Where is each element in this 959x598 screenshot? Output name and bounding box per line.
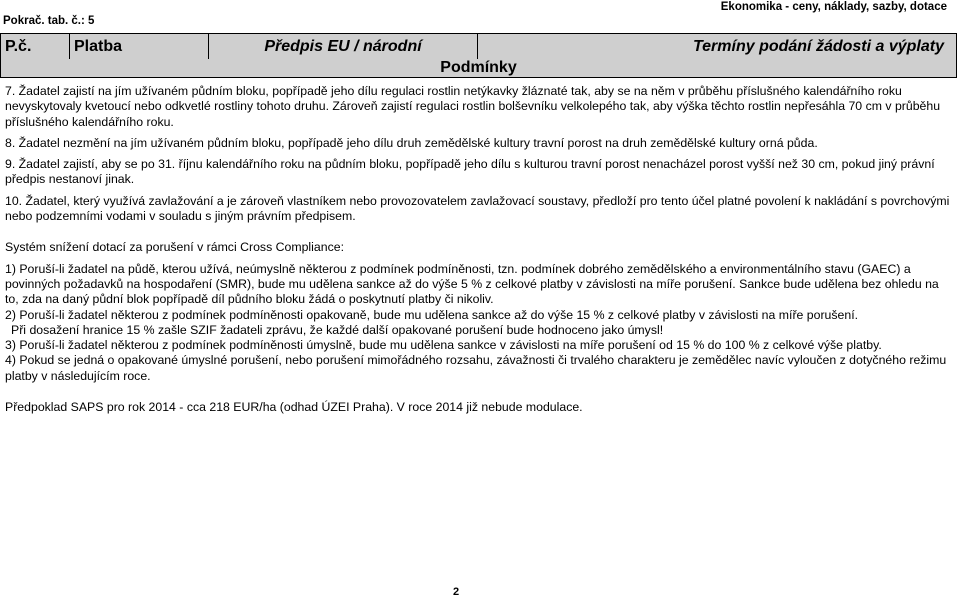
table-continuation-label: Pokrač. tab. č.: 5 [3, 15, 95, 27]
sanction-2-note: Při dosažení hranice 15 % zašle SZIF žadateli zprávu, že každé další opakované porušení bude hodnoceno jako úmysl! [11, 322, 664, 337]
saps-note: Předpoklad SAPS pro rok 2014 - cca 218 EUR/ha (odhad ÚZEI Praha). V roce 2014 již nebude modulace. [5, 400, 583, 415]
conditions-header: Podmínky [0, 59, 957, 78]
col-deadlines-header: Termíny podání žádosti a výplaty [478, 34, 957, 60]
sanction-system-title: Systém snížení dotací za porušení v rámci Cross Compliance: [5, 240, 344, 255]
page-number: 2 [453, 586, 460, 598]
condition-8: 8. Žadatel nezmění na jím užívaném půdním bloku, popřípadě jeho dílu druh zemědělské kultury travní porost na druh zemědělské kultury orná půda. [5, 135, 818, 150]
condition-10: 10. Žadatel, který využívá zavlažování a je zároveň vlastníkem nebo provozovatelem zavlažovací soustavy, předloží pro tento účel platné povolení k nakládání s povrchovými nebo podzemními vodami v souladu s jiným právním předpisem. [5, 193, 950, 224]
sanction-2: 2) Poruší-li žadatel některou z podmínek podmíněnosti opakovaně, bude mu udělena sankce až do výše 15 % z celkové platby v závislosti na míře porušení. [5, 307, 859, 322]
table-header [0, 33, 957, 60]
sanction-3: 3) Poruší-li žadatel některou z podmínek podmíněnosti úmyslně, bude mu udělena sankce v závislosti na míře porušení od 15 % do 100 % z celkové výše platby. [5, 338, 882, 353]
col-number-header: P.č. [1, 34, 70, 60]
sanction-1: 1) Poruší-li žadatel na půdě, kterou užívá, neúmyslně některou z podmínek podmíněnosti, tzn. podmínek dobrého zemědělského a environmentálního stavu (GAEC) a povinných požadavků na hospodaření (SMR), bude mu udělena sankce až do výše 5 % z celkové platby v závislosti na míře porušení. Sankce bude udělena bez ohledu na to, zda na daný půdní blok popřípadě díl půdního bloku žádá o poskytnutí platby či nikoliv. [5, 261, 939, 307]
conditions-body [5, 84, 950, 415]
col-payment-header: Platba [70, 34, 209, 60]
condition-9: 9. Žadatel zajistí, aby se po 31. říjnu kalendářního roku na půdním bloku, popřípadě jeho dílu s kulturou travní porost nenacházel porost vyšší než 30 cm, pokud jiný právní předpis nestanoví jinak. [5, 157, 935, 187]
document-topic-header: Ekonomika - ceny, náklady, sazby, dotace [720, 1, 947, 13]
col-regulation-header: Předpis EU / národní [209, 34, 478, 60]
condition-7: 7. Žadatel zajistí na jím užívaném půdním bloku, popřípadě jeho dílu regulaci rostlin netýkavky žláznaté tak, aby se na něm v průběhu příslušného kalendářního roku nevyskytovaly kvetoucí nebo odkvetlé rostliny tohoto druhu. Zároveň zajistí regulaci rostlin bolševníku velkolepého tak, aby výška těchto rostlin nepřesáhla 70 cm v průběhu příslušného kalendářního roku. [5, 84, 941, 129]
sanction-4: 4) Pokud se jedná o opakované úmyslné porušení, nebo porušení mimořádného rozsahu, závažnosti či trvalého charakteru je zemědělec navíc vyloučen z dotyčného režimu platby v následujícím roce. [5, 353, 947, 383]
